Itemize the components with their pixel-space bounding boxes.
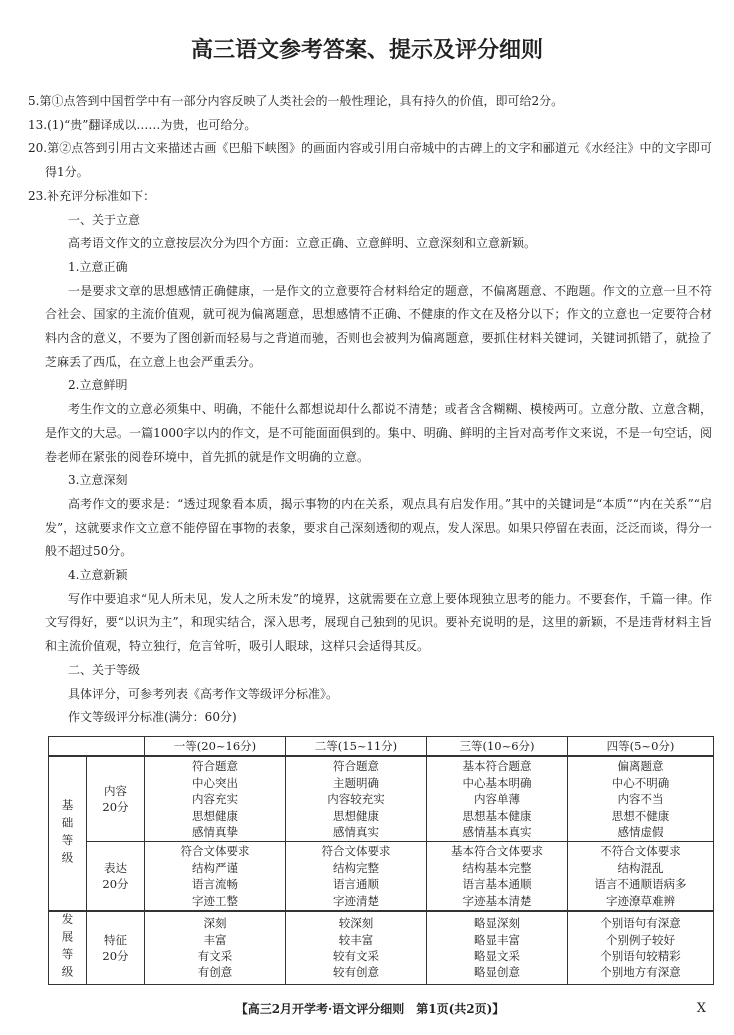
table-caption: 作文等级评分标准(满分：60分) (68, 710, 237, 725)
paragraph: 考生作文的立意必须集中、明确，不能什么都想说却什么都说不清楚；或者含含糊糊、模棱两可。立意分散、立意含糊，是作文的大忌。一篇1000字以内的作文，是不可能面面俱到的。集中、明确、鲜明的主旨对高考作文来说，不是一句空话，阅卷老师在紧张的阅卷环境中，首先抓的就是作文明确的立意。 (45, 402, 712, 464)
cell: 基本符合文体要求 结构基本完整 语言基本通顺 字迹基本清楚 (427, 842, 568, 911)
subsection-heading: 1.立意正确 (68, 259, 128, 274)
cell: 较深刻 较丰富 较有文采 较有创意 (286, 911, 427, 985)
cell: 不符合文体要求 结构混乱 语言不通顺语病多 字迹潦草难辨 (568, 842, 714, 911)
subsection-heading: 2.立意鲜明 (68, 378, 128, 393)
section-heading: 二、关于等级 (68, 662, 141, 677)
paragraph: 高考语文作文的立意按层次分为四个方面：立意正确、立意鲜明、立意深刻和立意新颖。 (68, 236, 537, 251)
row-label-text: 表达 (104, 860, 127, 875)
corner-mark: X (696, 1001, 706, 1017)
empty-corner-cell (49, 736, 145, 756)
cell: 符合文体要求 结构完整 语言通顺 字迹清楚 (286, 842, 427, 911)
row-score: 20分 (102, 949, 129, 964)
page-title: 高三语文参考答案、提示及评分细则 (190, 38, 543, 63)
category-development: 发展等级 (49, 911, 87, 985)
paragraph: 写作中要追求“见人所未见，发人之所未发”的境界，这就需要在立意上要体现独立思考的能力。不要套作，千篇一律。作文写得好，要“以识为主”，和现实结合，深入思考，展现自己独到的见识。要补充说明的是，这里的新颖，不是违背材料主旨和主流价值观，特立独行，危言耸听，吸引人眼球，这样只会适得其反。 (45, 591, 712, 654)
paragraph: 具体评分，可参考列表《高考作文等级评分标准》。 (68, 686, 339, 701)
row-label (87, 842, 145, 911)
answer-item-20: 20.第②点答到引用古文来描述古画《巴船下峡图》的画面内容或引用白帝城中的古碑上的文字和郦道元《水经注》中的文字即可得1分。 (28, 141, 712, 180)
cell: 基本符合题意 中心基本明确 内容单薄 思想基本健康 感情基本真实 (427, 756, 568, 842)
grading-table (48, 736, 714, 985)
row-score: 20分 (102, 800, 129, 815)
cell: 深刻 丰富 有文采 有创意 (145, 911, 286, 985)
subsection-heading: 4.立意新颖 (68, 568, 128, 583)
header-grade-1: 一等(20~16分) (145, 736, 286, 756)
answer-item-13: 13.(1)“贵”翻译成以……为贵，也可给分。 (28, 117, 257, 132)
header-grade-4: 四等(5~0分) (568, 736, 714, 756)
cell: 符合题意 中心突出 内容充实 思想健康 感情真挚 (145, 756, 286, 842)
table-header-row (49, 736, 714, 756)
header-grade-2: 二等(15~11分) (286, 736, 427, 756)
cell: 略显深刻 略显丰富 略显文采 略显创意 (427, 911, 568, 985)
cell: 个别语句有深意 个别例子较好 个别语句较精彩 个别地方有深意 (568, 911, 714, 985)
answer-item-5: 5.第①点答到中国哲学中有一部分内容反映了人类社会的一般性理论，具有持久的价值，即可给2分。 (28, 94, 564, 108)
row-label (87, 911, 145, 985)
answer-item-23: 23.补充评分标准如下： (28, 188, 156, 203)
category-basic: 基础等级 (49, 756, 87, 911)
cell: 符合文体要求 结构严谨 语言流畅 字迹工整 (145, 842, 286, 911)
paragraph: 一是要求文章的思想感情正确健康，一是作文的立意要符合材料给定的题意，不偏离题意、不跑题。作文的立意一旦不符合社会、国家的主流价值观，就可视为偏离题意，思想感情不正确、不健康的作文在及格分以下；作文的立意也一定要符合材料内含的意义，不要为了图创新而轻易与之背道而驰，否则也会被判为偏离题意，要抓住材料关键词，关键词抓错了，就捡了芝麻丢了西瓜，在立意上也会严重丢分。 (45, 283, 712, 369)
row-score: 20分 (102, 877, 129, 892)
cell: 偏离题意 中心不明确 内容不当 思想不健康 感情虚假 (568, 756, 714, 842)
footer-row (28, 999, 712, 1019)
header-grade-3: 三等(10~6分) (427, 736, 568, 756)
row-label (87, 756, 145, 842)
page-footer: 【高三2月开学考·语文评分细则 第1页(共2页)】 (235, 1002, 505, 1017)
cell: 符合题意 主题明确 内容较充实 思想健康 感情真实 (286, 756, 427, 842)
section-heading: 一、关于立意 (68, 212, 141, 227)
subsection-heading: 3.立意深刻 (68, 473, 128, 488)
table-row (49, 842, 714, 911)
paragraph: 高考作文的要求是：“透过现象看本质，揭示事物的内在关系，观点具有启发作用。”其中的关键词是“本质”“内在关系”“启发”，这就要求作文立意不能停留在事物的表象，要求自己深刻透彻的观点，发人深思。如果只停留在表面，泛泛而谈，得分一般不超过50分。 (45, 496, 712, 559)
table-row (49, 756, 714, 842)
row-label-text: 特征 (104, 932, 127, 947)
table-row (49, 911, 714, 985)
row-label-text: 内容 (104, 784, 127, 798)
document-body (28, 90, 712, 730)
